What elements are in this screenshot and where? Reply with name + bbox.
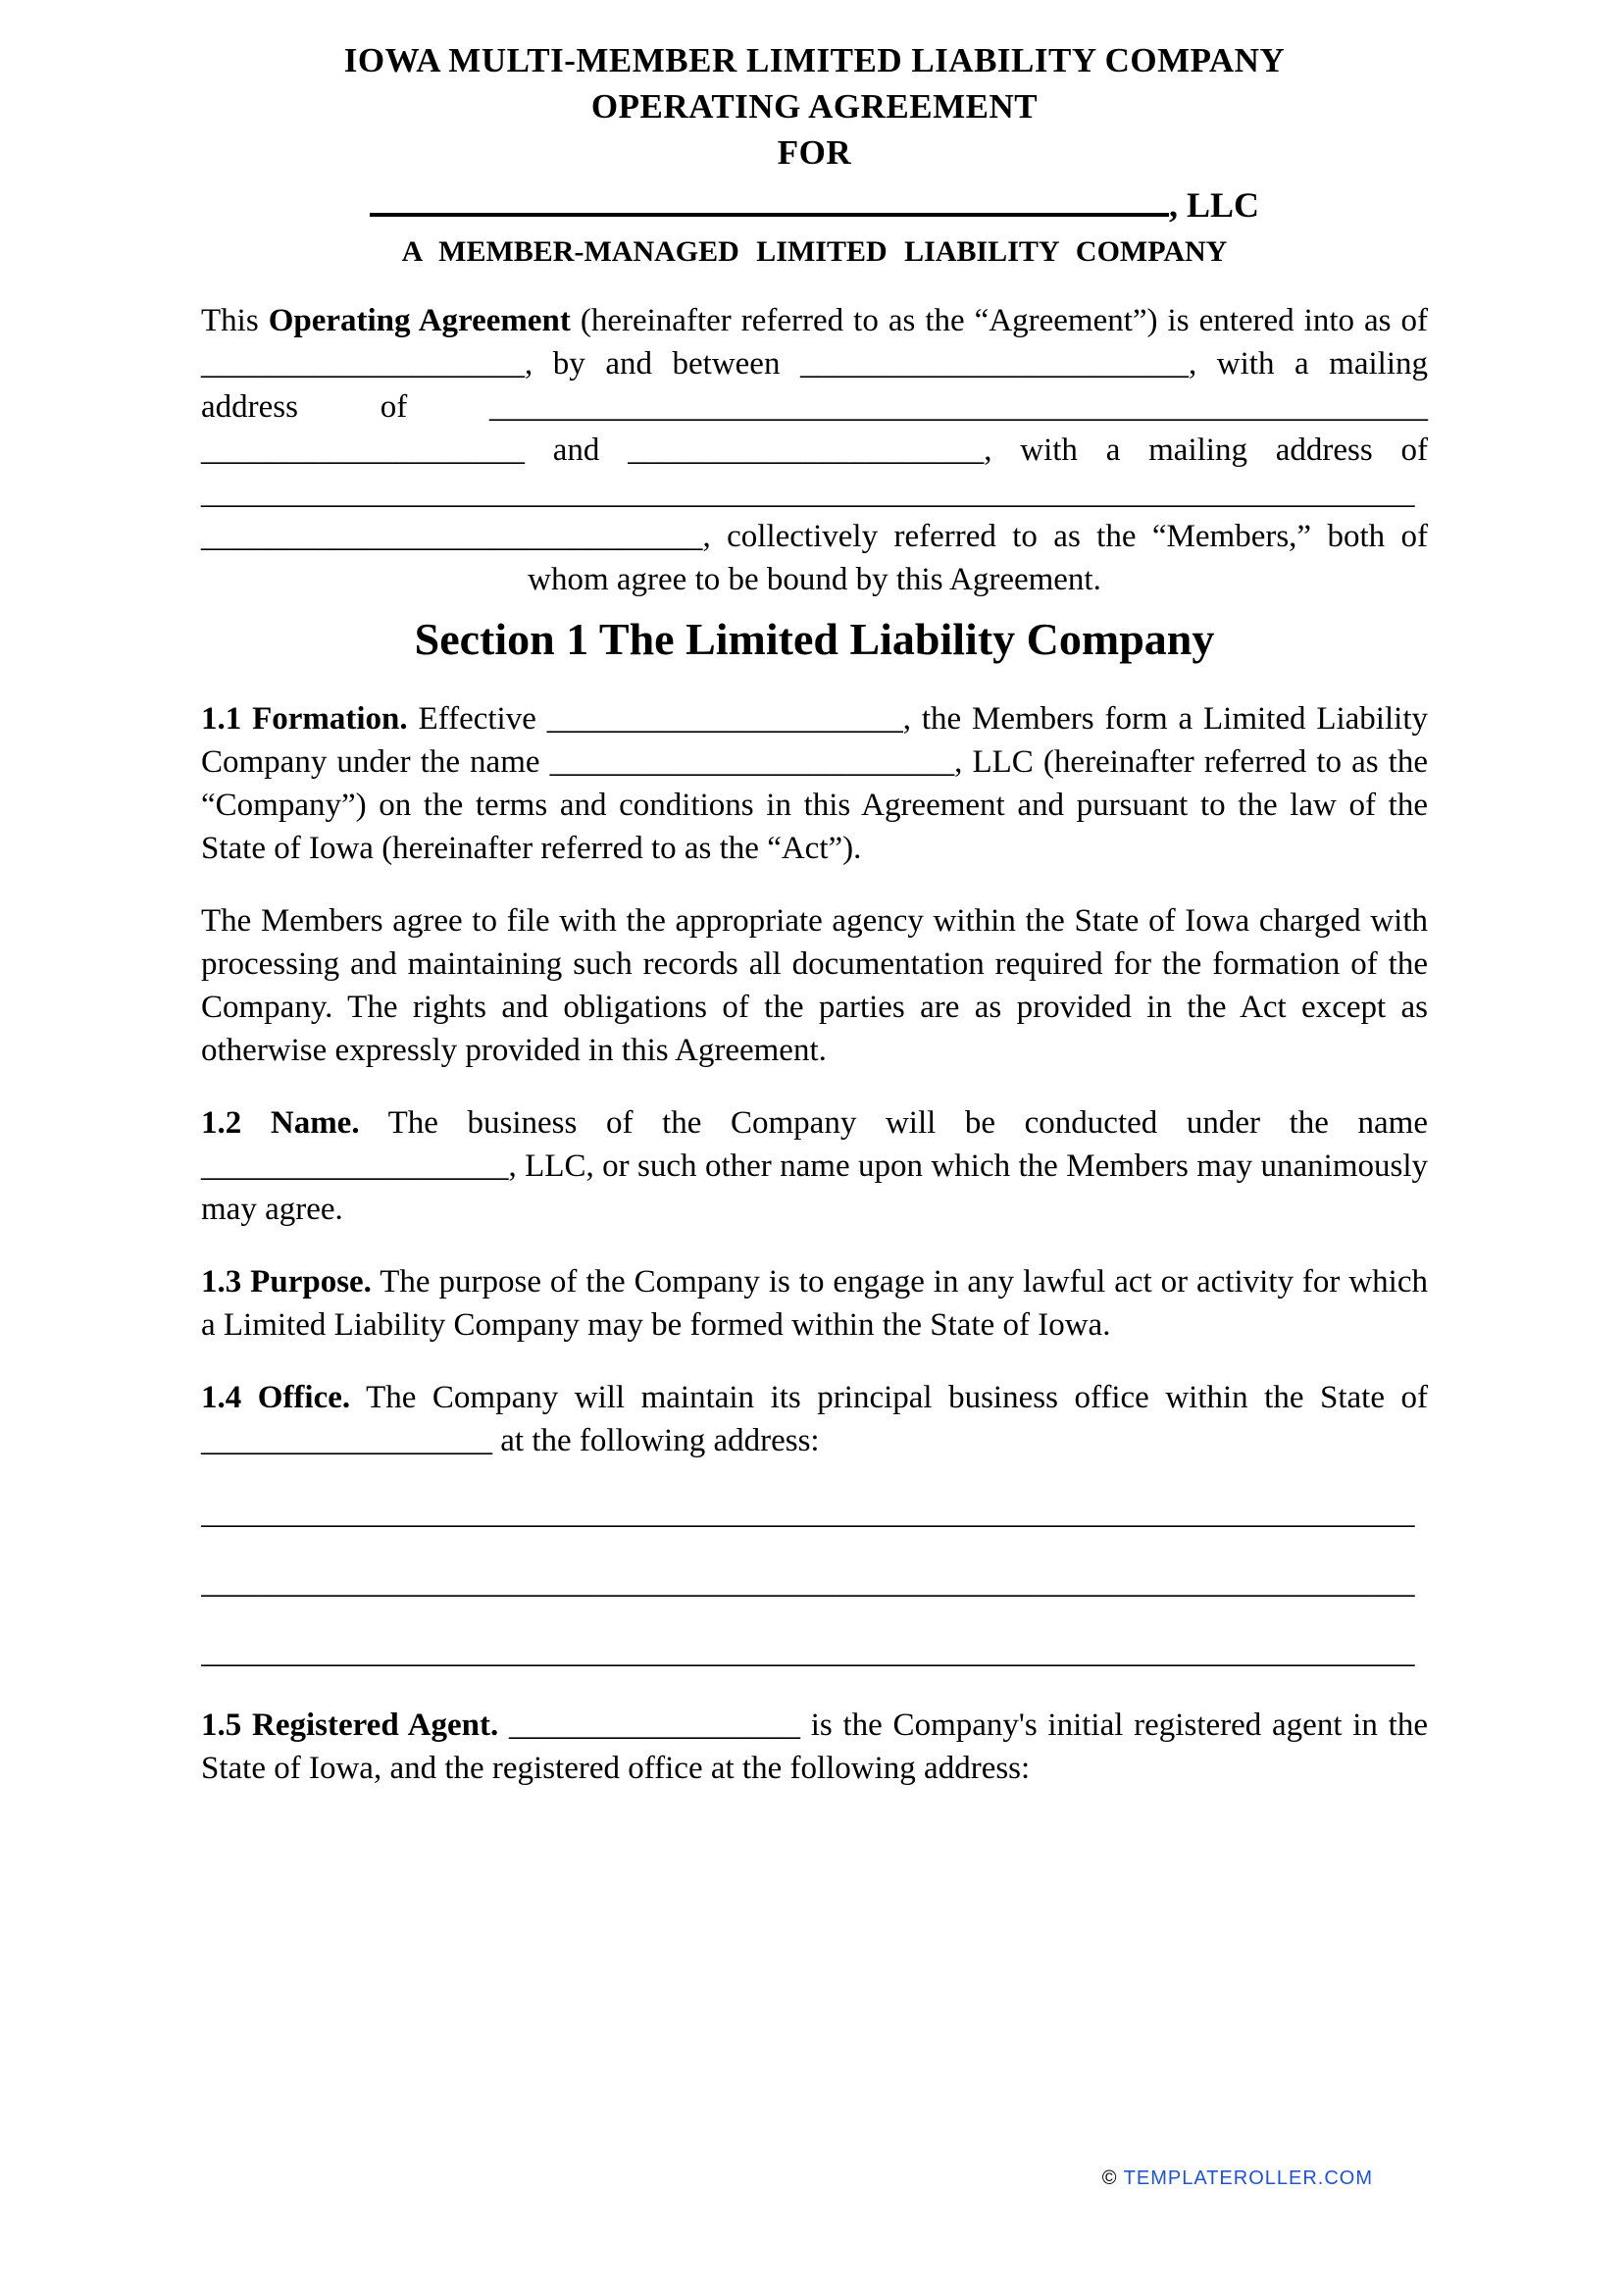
address-blank-line: ___________________________________________________________________________ [201,1635,1415,1670]
clause-1-5-label: 1.5 Registered Agent. [201,1708,499,1743]
document-body [201,299,1428,1790]
title-line-3: FOR [777,133,852,172]
company-name-suffix: , LLC [1168,185,1260,225]
clause-1-4-office [201,1376,1428,1462]
clause-1-3-label: 1.3 Purpose. [201,1264,372,1300]
clause-1-5-text: __________________ is the Company's initial registered agent in the State of Iowa, and the registered office at the following address: [201,1708,1428,1786]
footer [1102,2167,1373,2190]
clause-1-3-text: The purpose of the Company is to engage in any lawful act or activity for which a Limited Liability Company may be formed within the State of Iowa. [201,1264,1428,1343]
clause-1-2-name [201,1101,1428,1231]
intro-paragraph [201,299,1428,601]
clause-1-2-text: The business of the Company will be conducted under the name ___________________, LLC, or such other name upon which the Members may unanimously may agree. [201,1105,1429,1227]
filing-paragraph: The Members agree to file with the appropriate agency within the State of Iowa charged with processing and maintaining such records all documentation required for the formation of the Company. The rights and obligations of the parties are as provided in the Act except as otherwise expressly provided in this Agreement. [201,903,1428,1068]
templateroller-link[interactable]: TEMPLATEROLLER.COM [1123,2167,1373,2189]
address-blank-line: ___________________________________________________________________________ [201,1565,1415,1601]
section-1-heading: Section 1 The Limited Liability Company [414,614,1215,664]
clause-1-2-label: 1.2 Name. [201,1105,360,1141]
document-header [201,37,1428,272]
copyright-icon: © [1101,2167,1118,2189]
intro-lead-bold: Operating Agreement [268,303,571,338]
clause-1-1-formation [201,697,1428,870]
title-line-1: IOWA MULTI-MEMBER LIMITED LIABILITY COMPANY [343,41,1286,79]
company-name-blank-line [370,213,1169,217]
clause-1-5-registered-agent [201,1704,1428,1790]
address-blank-line: ___________________________________________________________________________ [201,1496,1415,1531]
clause-1-1-label: 1.1 Formation. [201,701,408,737]
office-address-blank-lines [201,1492,1428,1674]
title-line-2: OPERATING AGREEMENT [590,87,1039,126]
company-name-row [201,179,1428,230]
clause-1-1-text: Effective ______________________, the Members form a Limited Liability Company under the name _________________________, LLC (hereinafter referred to as the “Company”) on the terms and conditions in this Agreement and pursuant to the law of the State of Iowa (hereinafter referred to as the “Act”). [201,701,1428,866]
intro-lead-text: This [201,303,269,338]
clause-1-3-purpose [201,1260,1428,1347]
document-subtitle: A MEMBER-MANAGED LIMITED LIABILITY COMPANY [401,235,1228,268]
intro-body-text: (hereinafter referred to as the “Agreement”) is entered into as of ____________________, by and between ________________________, with a mailing address of __________________________________________________________ ____________________ and ______________________, with a mailing address of ___________________________________________________________________________ _______________________________, collectively referred to as the “Members,” both of whom agree to be bound by this Agreement. [201,303,1428,597]
clause-1-4-label: 1.4 Office. [201,1380,351,1415]
clause-1-4-text: The Company will maintain its principal business office within the State of __________________ at the following address: [201,1380,1429,1458]
